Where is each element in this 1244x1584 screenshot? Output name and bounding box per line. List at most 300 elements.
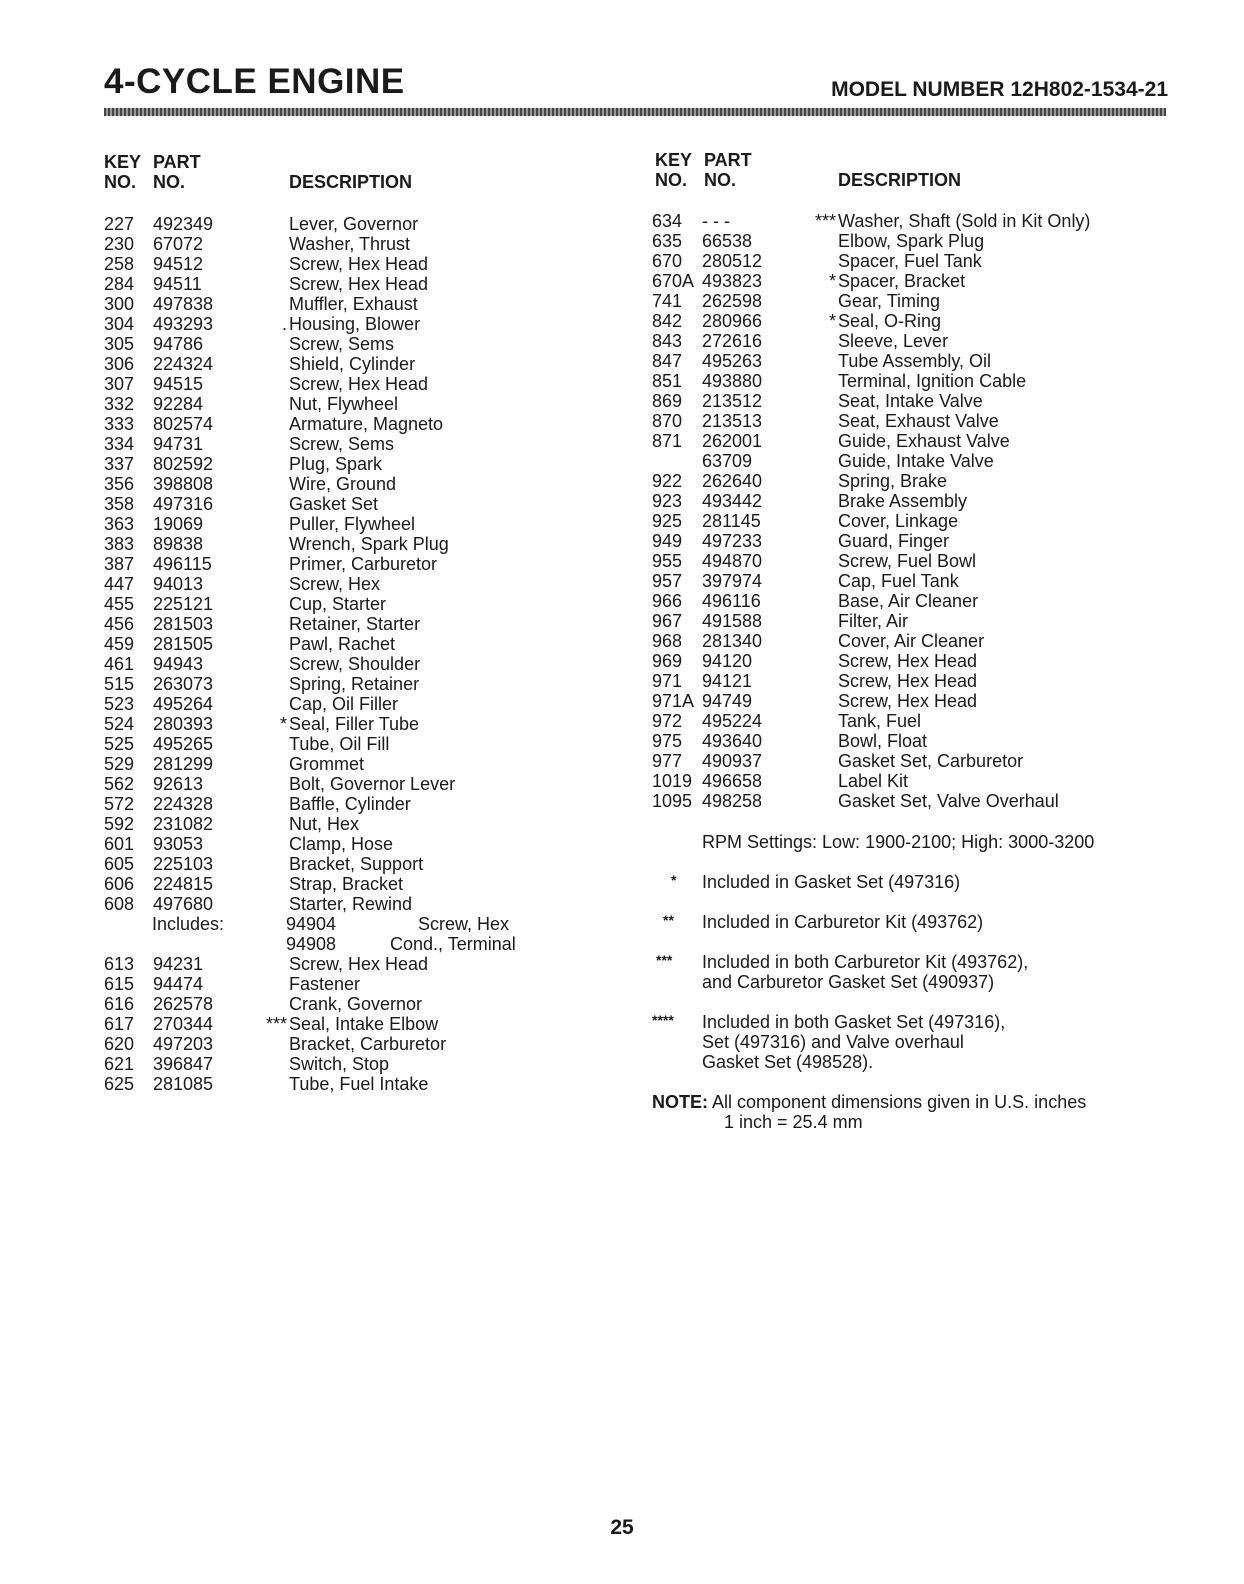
part-description: Screw, Hex Head bbox=[838, 691, 978, 711]
part-row bbox=[104, 894, 624, 914]
left-header-part: PART NO. bbox=[153, 152, 201, 192]
part-row bbox=[652, 731, 1212, 751]
key-number: 972 bbox=[652, 711, 683, 731]
part-row bbox=[652, 471, 1212, 491]
part-row bbox=[104, 654, 624, 674]
key-number: 455 bbox=[104, 594, 135, 614]
part-description: Screw, Hex Head bbox=[838, 651, 978, 671]
key-number: 971A bbox=[652, 691, 695, 711]
part-description: Filter, Air bbox=[838, 611, 909, 631]
key-number: 337 bbox=[104, 454, 135, 474]
part-row bbox=[652, 531, 1212, 551]
model-number: MODEL NUMBER 12H802-1534-21 bbox=[831, 78, 1168, 101]
part-description: Spring, Retainer bbox=[289, 674, 420, 694]
key-number: 529 bbox=[104, 754, 135, 774]
part-description: Strap, Bracket bbox=[289, 874, 404, 894]
key-number: 615 bbox=[104, 974, 135, 994]
part-description: Lever, Governor bbox=[289, 214, 419, 234]
part-description: Seal, O-Ring bbox=[838, 311, 942, 331]
key-number: 306 bbox=[104, 354, 135, 374]
part-row bbox=[652, 691, 1212, 711]
key-number: 459 bbox=[104, 634, 135, 654]
part-number: 281145 bbox=[702, 511, 761, 531]
key-number: 851 bbox=[652, 371, 683, 391]
part-number: 396847 bbox=[153, 1054, 214, 1074]
part-number: 495224 bbox=[702, 711, 763, 731]
part-row bbox=[104, 334, 624, 354]
key-number: 606 bbox=[104, 874, 135, 894]
part-row bbox=[652, 591, 1212, 611]
part-row bbox=[652, 611, 1212, 631]
part-description: Bolt, Governor Lever bbox=[289, 774, 456, 794]
part-row bbox=[652, 331, 1212, 351]
part-description: Cover, Air Cleaner bbox=[838, 631, 985, 651]
part-number: 497316 bbox=[153, 494, 214, 514]
key-number: 870 bbox=[652, 411, 683, 431]
part-number: 262640 bbox=[702, 471, 763, 491]
part-number: 224815 bbox=[153, 874, 214, 894]
part-number: 262001 bbox=[702, 431, 763, 451]
part-description: Cup, Starter bbox=[289, 594, 387, 614]
footnote-mark: *** bbox=[656, 952, 673, 968]
part-number: 92284 bbox=[153, 394, 204, 414]
part-number: 225121 bbox=[153, 594, 214, 614]
part-row bbox=[104, 974, 624, 994]
right-header-key: KEY NO. bbox=[655, 150, 693, 190]
part-number: 89838 bbox=[153, 534, 204, 554]
key-number: 515 bbox=[104, 674, 135, 694]
key-number: 670A bbox=[652, 271, 695, 291]
part-description: Seal, Intake Elbow bbox=[289, 1014, 439, 1034]
key-number: 957 bbox=[652, 571, 683, 591]
key-number: 358 bbox=[104, 494, 135, 514]
part-row bbox=[104, 294, 624, 314]
part-row bbox=[104, 694, 624, 714]
part-number: 94786 bbox=[153, 334, 204, 354]
part-number: 493293 bbox=[153, 314, 214, 334]
part-description: Shield, Cylinder bbox=[289, 354, 416, 374]
footnote-marker: * bbox=[279, 714, 287, 734]
part-row bbox=[104, 314, 624, 334]
part-row bbox=[104, 874, 624, 894]
key-number: 307 bbox=[104, 374, 135, 394]
part-number: 281085 bbox=[153, 1074, 214, 1094]
key-number: 227 bbox=[104, 214, 135, 234]
part-number: 63709 bbox=[702, 451, 753, 471]
part-number: 498258 bbox=[702, 791, 763, 811]
part-number: 224328 bbox=[153, 794, 214, 814]
part-number: 224324 bbox=[153, 354, 214, 374]
part-number: 94515 bbox=[153, 374, 204, 394]
note bbox=[652, 1092, 1086, 1132]
part-number: 495264 bbox=[153, 694, 214, 714]
part-row bbox=[104, 274, 624, 294]
part-row bbox=[104, 254, 624, 274]
part-description: Cover, Linkage bbox=[838, 511, 959, 531]
part-row bbox=[104, 394, 624, 414]
key-number: 356 bbox=[104, 474, 135, 494]
key-number: 332 bbox=[104, 394, 135, 414]
key-number: 971 bbox=[652, 671, 683, 691]
key-number: 621 bbox=[104, 1054, 135, 1074]
part-number: 231082 bbox=[153, 814, 214, 834]
part-description: Armature, Magneto bbox=[289, 414, 444, 434]
part-number: 280966 bbox=[702, 311, 763, 331]
part-number: - - - bbox=[702, 211, 730, 231]
part-number: 493823 bbox=[702, 271, 763, 291]
footnote-marker: * bbox=[828, 271, 836, 291]
key-number: 843 bbox=[652, 331, 683, 351]
part-row bbox=[652, 231, 1212, 251]
part-description: Screw, Shoulder bbox=[289, 654, 421, 674]
part-description: Sleeve, Lever bbox=[838, 331, 949, 351]
part-row bbox=[104, 1074, 624, 1094]
part-description: Seal, Filler Tube bbox=[289, 714, 420, 734]
part-number: 94013 bbox=[153, 574, 204, 594]
left-parts-list-continued bbox=[104, 954, 624, 1094]
part-description: Clamp, Hose bbox=[289, 834, 394, 854]
part-description: Base, Air Cleaner bbox=[838, 591, 979, 611]
part-number: 493880 bbox=[702, 371, 763, 391]
part-row bbox=[652, 491, 1212, 511]
part-description: Tube, Fuel Intake bbox=[289, 1074, 429, 1094]
part-row bbox=[104, 514, 624, 534]
part-number: 397974 bbox=[702, 571, 763, 591]
part-row bbox=[652, 251, 1212, 271]
part-number: 94731 bbox=[153, 434, 204, 454]
footnote-text: Included in Carburetor Kit (493762) bbox=[702, 912, 984, 932]
key-number: 304 bbox=[104, 314, 135, 334]
includes-row bbox=[104, 914, 624, 934]
part-description: Baffle, Cylinder bbox=[289, 794, 411, 814]
key-number: 869 bbox=[652, 391, 683, 411]
part-row bbox=[104, 534, 624, 554]
part-description: Tank, Fuel bbox=[838, 711, 922, 731]
part-description: Terminal, Ignition Cable bbox=[838, 371, 1027, 391]
part-row bbox=[104, 814, 624, 834]
key-number: 562 bbox=[104, 774, 135, 794]
part-row bbox=[652, 791, 1212, 811]
part-number: 262598 bbox=[702, 291, 763, 311]
part-number: 491588 bbox=[702, 611, 763, 631]
footnote-mark: ** bbox=[663, 912, 674, 928]
part-description: Gasket Set bbox=[289, 494, 379, 514]
part-description: Gasket Set, Carburetor bbox=[838, 751, 1024, 771]
part-number: 225103 bbox=[153, 854, 214, 874]
part-number: 492349 bbox=[153, 214, 214, 234]
part-row bbox=[104, 774, 624, 794]
part-number: 490937 bbox=[702, 751, 763, 771]
part-number: 94121 bbox=[702, 671, 753, 691]
part-description: Nut, Hex bbox=[289, 814, 360, 834]
part-row bbox=[652, 311, 1212, 331]
part-number: 94511 bbox=[153, 274, 202, 294]
part-row bbox=[104, 234, 624, 254]
includes-label: Includes: bbox=[152, 914, 225, 934]
part-description: Screw, Hex Head bbox=[838, 671, 978, 691]
part-number: 92613 bbox=[153, 774, 204, 794]
key-number: 363 bbox=[104, 514, 135, 534]
part-description: Fastener bbox=[289, 974, 361, 994]
part-number: 494870 bbox=[702, 551, 763, 571]
includes-block bbox=[104, 914, 624, 954]
part-number: 281503 bbox=[153, 614, 214, 634]
part-number: 281505 bbox=[153, 634, 214, 654]
page-number: 25 bbox=[610, 1516, 634, 1539]
part-row bbox=[652, 411, 1212, 431]
footnote-mark: * bbox=[671, 872, 677, 888]
part-description: Washer, Shaft (Sold in Kit Only) bbox=[838, 211, 1091, 231]
part-number: 263073 bbox=[153, 674, 214, 694]
key-number: 305 bbox=[104, 334, 135, 354]
part-number: 495265 bbox=[153, 734, 214, 754]
part-number: 281340 bbox=[702, 631, 763, 651]
part-number: 94120 bbox=[702, 651, 753, 671]
key-number: 284 bbox=[104, 274, 135, 294]
part-row bbox=[104, 714, 624, 734]
footnote-marker: *** bbox=[814, 211, 836, 231]
right-header-part: PART NO. bbox=[704, 150, 752, 190]
includes-part-number: 94908 bbox=[286, 934, 337, 954]
part-number: 493640 bbox=[702, 731, 763, 751]
part-number: 19069 bbox=[153, 514, 204, 534]
part-row bbox=[104, 414, 624, 434]
part-description: Cap, Oil Filler bbox=[289, 694, 399, 714]
key-number: 613 bbox=[104, 954, 135, 974]
part-description: Screw, Hex Head bbox=[289, 374, 429, 394]
part-row bbox=[104, 454, 624, 474]
key-number: 1019 bbox=[652, 771, 693, 791]
key-number: 300 bbox=[104, 294, 135, 314]
part-row bbox=[104, 614, 624, 634]
key-number: 922 bbox=[652, 471, 683, 491]
part-number: 94474 bbox=[153, 974, 204, 994]
part-description: Starter, Rewind bbox=[289, 894, 413, 914]
part-description: Gasket Set, Valve Overhaul bbox=[838, 791, 1059, 811]
key-number: 525 bbox=[104, 734, 135, 754]
part-number: 213512 bbox=[702, 391, 763, 411]
part-row bbox=[652, 571, 1212, 591]
right-header-description: DESCRIPTION bbox=[838, 170, 962, 190]
part-description: Tube, Oil Fill bbox=[289, 734, 390, 754]
footnote-marker: *** bbox=[265, 1014, 287, 1034]
part-description: Label Kit bbox=[838, 771, 909, 791]
part-description: Screw, Hex Head bbox=[289, 254, 429, 274]
part-description: Grommet bbox=[289, 754, 365, 774]
includes-description: Cond., Terminal bbox=[390, 934, 516, 954]
footnote-mark: **** bbox=[652, 1012, 674, 1028]
page-title: 4-CYCLE ENGINE bbox=[104, 62, 405, 101]
key-number: 572 bbox=[104, 794, 135, 814]
key-number: 616 bbox=[104, 994, 135, 1014]
includes-part-number: 94904 bbox=[286, 914, 337, 934]
part-number: 398808 bbox=[153, 474, 214, 494]
part-description: Switch, Stop bbox=[289, 1054, 390, 1074]
part-row bbox=[104, 214, 624, 234]
left-header-key: KEY NO. bbox=[104, 152, 142, 192]
part-number: 497203 bbox=[153, 1034, 214, 1054]
part-row bbox=[104, 1054, 624, 1074]
part-row bbox=[104, 834, 624, 854]
key-number: 387 bbox=[104, 554, 135, 574]
part-number: 280393 bbox=[153, 714, 214, 734]
footnote-marker: * bbox=[828, 311, 836, 331]
part-description: Screw, Sems bbox=[289, 434, 395, 454]
key-number: 230 bbox=[104, 234, 135, 254]
key-number: 847 bbox=[652, 351, 683, 371]
part-number: 270344 bbox=[153, 1014, 214, 1034]
left-parts-list bbox=[104, 214, 624, 914]
part-number: 93053 bbox=[153, 834, 204, 854]
part-number: 802592 bbox=[153, 454, 214, 474]
key-number: 871 bbox=[652, 431, 683, 451]
part-number: 493442 bbox=[702, 491, 763, 511]
part-row bbox=[104, 954, 624, 974]
part-description: Bracket, Support bbox=[289, 854, 424, 874]
footnote-marker: . bbox=[281, 314, 287, 334]
part-description: Screw, Fuel Bowl bbox=[838, 551, 977, 571]
key-number: 608 bbox=[104, 894, 135, 914]
part-row bbox=[652, 651, 1212, 671]
key-number: 635 bbox=[652, 231, 683, 251]
key-number: 447 bbox=[104, 574, 135, 594]
key-number: 670 bbox=[652, 251, 683, 271]
part-description: Wire, Ground bbox=[289, 474, 397, 494]
part-description: Housing, Blower bbox=[289, 314, 421, 334]
part-row bbox=[104, 474, 624, 494]
key-number: 334 bbox=[104, 434, 135, 454]
note-label: NOTE: bbox=[652, 1092, 708, 1112]
key-number: 456 bbox=[104, 614, 135, 634]
part-number: 272616 bbox=[702, 331, 763, 351]
key-number: 625 bbox=[104, 1074, 135, 1094]
part-row bbox=[104, 554, 624, 574]
part-row bbox=[652, 271, 1212, 291]
left-header-description: DESCRIPTION bbox=[289, 172, 413, 192]
part-row bbox=[104, 674, 624, 694]
key-number: 975 bbox=[652, 731, 683, 751]
part-number: 496115 bbox=[153, 554, 212, 574]
part-number: 94943 bbox=[153, 654, 204, 674]
part-number: 281299 bbox=[153, 754, 214, 774]
includes-description: Screw, Hex bbox=[418, 914, 510, 934]
footnote-text: Included in Gasket Set (497316) bbox=[702, 872, 961, 892]
right-parts-list bbox=[652, 211, 1212, 811]
part-description: Crank, Governor bbox=[289, 994, 423, 1014]
part-description: Screw, Hex Head bbox=[289, 274, 429, 294]
key-number: 923 bbox=[652, 491, 683, 511]
footnote-text: Included in both Gasket Set (497316), Set (497316) and Valve overhaul Gasket Set (498528). bbox=[702, 1012, 1006, 1072]
part-number: 497233 bbox=[702, 531, 763, 551]
key-number: 620 bbox=[104, 1034, 135, 1054]
part-row bbox=[652, 451, 1212, 471]
key-number: 977 bbox=[652, 751, 683, 771]
part-number: 94231 bbox=[153, 954, 204, 974]
rpm-settings: RPM Settings: Low: 1900-2100; High: 3000-3200 bbox=[702, 832, 1095, 852]
part-row bbox=[104, 594, 624, 614]
part-description: Muffler, Exhaust bbox=[289, 294, 418, 314]
key-number: 969 bbox=[652, 651, 683, 671]
header-rule bbox=[104, 108, 1166, 116]
part-row bbox=[104, 794, 624, 814]
key-number: 1095 bbox=[652, 791, 693, 811]
part-row bbox=[652, 631, 1212, 651]
part-row bbox=[652, 771, 1212, 791]
key-number: 524 bbox=[104, 714, 135, 734]
note-line-1: All component dimensions given in U.S. inches bbox=[712, 1092, 1087, 1112]
key-number: 383 bbox=[104, 534, 135, 554]
part-description: Bowl, Float bbox=[838, 731, 928, 751]
part-row bbox=[652, 431, 1212, 451]
key-number: 617 bbox=[104, 1014, 135, 1034]
part-number: 802574 bbox=[153, 414, 214, 434]
part-row bbox=[104, 754, 624, 774]
part-row bbox=[652, 371, 1212, 391]
part-row bbox=[104, 574, 624, 594]
part-description: Washer, Thrust bbox=[289, 234, 411, 254]
part-number: 213513 bbox=[702, 411, 763, 431]
part-row bbox=[652, 211, 1212, 231]
part-description: Guide, Intake Valve bbox=[838, 451, 994, 471]
part-row bbox=[104, 854, 624, 874]
part-description: Bracket, Carburetor bbox=[289, 1034, 447, 1054]
key-number: 333 bbox=[104, 414, 135, 434]
part-description: Guide, Exhaust Valve bbox=[838, 431, 1010, 451]
note-line-2: 1 inch = 25.4 mm bbox=[724, 1112, 863, 1132]
part-number: 66538 bbox=[702, 231, 753, 251]
part-row bbox=[104, 354, 624, 374]
key-number: 741 bbox=[652, 291, 683, 311]
part-row bbox=[104, 434, 624, 454]
key-number: 842 bbox=[652, 311, 683, 331]
part-description: Puller, Flywheel bbox=[289, 514, 416, 534]
part-description: Tube Assembly, Oil bbox=[838, 351, 992, 371]
part-row bbox=[104, 634, 624, 654]
part-description: Primer, Carburetor bbox=[289, 554, 438, 574]
part-number: 497680 bbox=[153, 894, 214, 914]
part-row bbox=[104, 1014, 624, 1034]
key-number: 968 bbox=[652, 631, 683, 651]
part-description: Cap, Fuel Tank bbox=[838, 571, 959, 591]
part-number: 495263 bbox=[702, 351, 763, 371]
key-number: 925 bbox=[652, 511, 683, 531]
part-number: 496658 bbox=[702, 771, 763, 791]
part-description: Pawl, Rachet bbox=[289, 634, 396, 654]
part-number: 496116 bbox=[702, 591, 761, 611]
key-number: 605 bbox=[104, 854, 135, 874]
part-row bbox=[652, 391, 1212, 411]
part-row bbox=[652, 711, 1212, 731]
part-description: Guard, Finger bbox=[838, 531, 950, 551]
part-number: 280512 bbox=[702, 251, 763, 271]
key-number: 949 bbox=[652, 531, 683, 551]
key-number: 966 bbox=[652, 591, 683, 611]
part-row bbox=[104, 374, 624, 394]
part-row bbox=[652, 511, 1212, 531]
part-number: 262578 bbox=[153, 994, 214, 1014]
part-description: Elbow, Spark Plug bbox=[838, 231, 985, 251]
includes-row bbox=[104, 934, 624, 954]
part-row bbox=[104, 494, 624, 514]
key-number: 461 bbox=[104, 654, 135, 674]
part-description: Brake Assembly bbox=[838, 491, 968, 511]
part-row bbox=[104, 734, 624, 754]
part-row bbox=[652, 751, 1212, 771]
part-row bbox=[652, 351, 1212, 371]
part-description: Seat, Intake Valve bbox=[838, 391, 983, 411]
part-number: 94749 bbox=[702, 691, 753, 711]
part-description: Nut, Flywheel bbox=[289, 394, 399, 414]
